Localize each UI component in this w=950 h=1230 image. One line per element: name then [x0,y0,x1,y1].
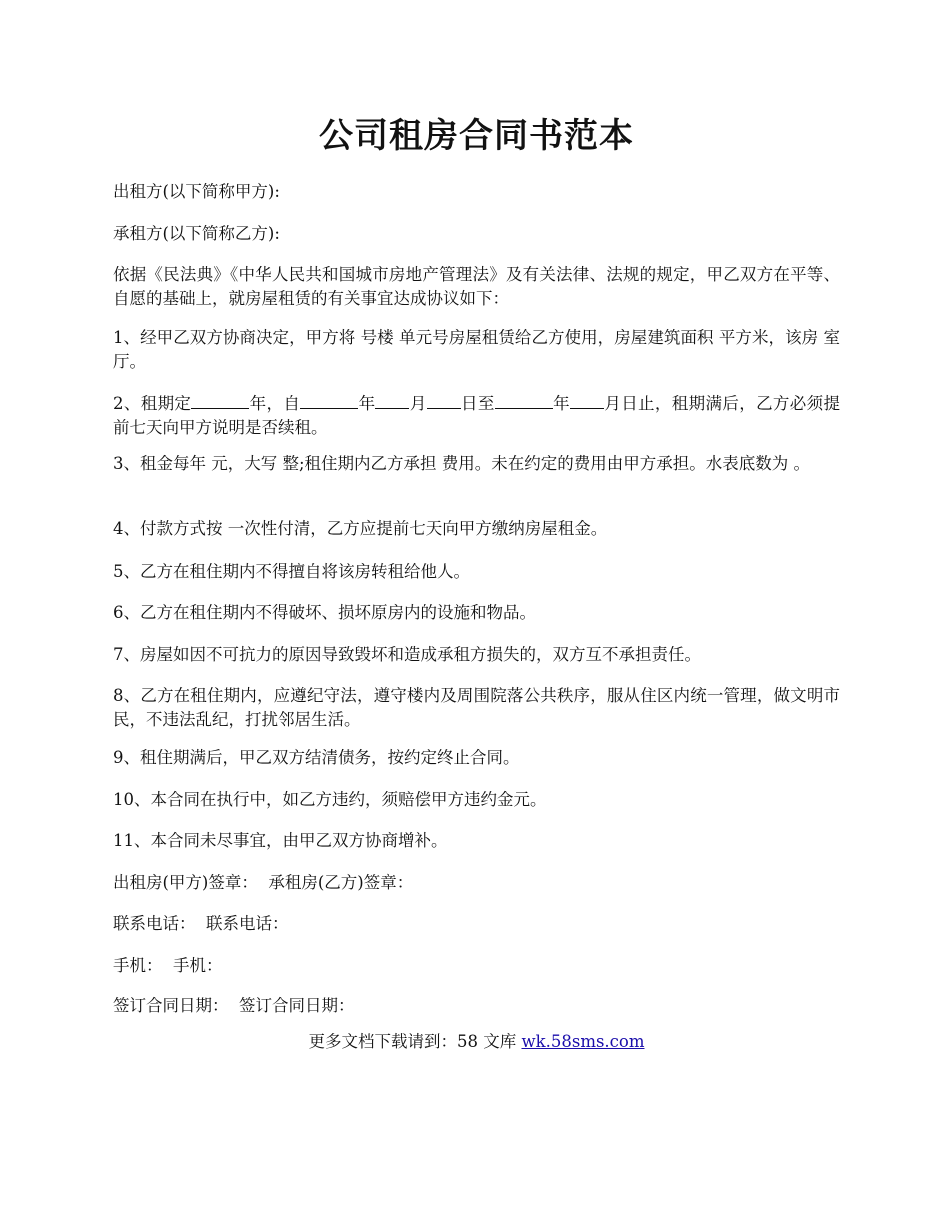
footer [113,1030,840,1054]
start-day-blank [427,390,461,409]
clause-7: 7、房屋如因不可抗力的原因导致毁坏和造成承租方损失的，双方互不承担责任。 [113,645,701,664]
end-month-blank [570,390,604,409]
footer-text: 更多文档下载请到：58 文库 [308,1032,522,1051]
lessor-line: 出租方(以下简称甲方): [113,182,280,201]
clause-2-text: 年，自 [249,394,301,413]
clause-9: 9、租住期满后，甲乙双方结清债务，按约定终止合同。 [113,748,520,767]
clause-2 [113,390,840,440]
mobile-line: 手机： 手机： [113,956,223,975]
date-line: 签订合同日期： 签订合同日期： [113,996,355,1015]
clause-2-text: 日至 [460,394,495,413]
clause-1: 1、经甲乙双方协商决定，甲方将 号楼 单元号房屋租赁给乙方使用，房屋建筑面积 平方米，该房 室 厅。 [113,328,840,371]
end-year-blank [495,390,553,409]
footer-link[interactable]: wk.58sms.com [521,1032,645,1051]
preamble-paragraph: 依据《民法典》《中华人民共和国城市房地产管理法》及有关法律、法规的规定，甲乙双方在平等、自愿的基础上，就房屋租赁的有关事宜达成协议如下： [113,265,840,308]
clause-3: 3、租金每年 元，大写 整;租住期内乙方承担 费用。未在约定的费用由甲方承担。水表底数为 。 [113,454,811,473]
clause-4: 4、付款方式按 一次性付清，乙方应提前七天向甲方缴纳房屋租金。 [113,519,608,538]
lessee-line: 承租方(以下简称乙方): [113,224,280,243]
clause-5: 5、乙方在租住期内不得擅自将该房转租给他人。 [113,562,470,581]
phone-line: 联系电话： 联系电话： [113,914,289,933]
term-years-blank [191,390,249,409]
clause-2-text: 年 [552,394,570,413]
signature-line: 出租房(甲方)签章： 承租房(乙方)签章： [113,873,414,892]
clause-2-text: 月日止，租期满后，乙方必须提前七天向甲方说明是否续租。 [113,394,840,437]
clause-10: 10、本合同在执行中，如乙方违约，须赔偿甲方违约金元。 [113,790,547,809]
start-month-blank [375,390,409,409]
clause-11: 11、本合同未尽事宜，由甲乙双方协商增补。 [113,831,448,850]
clause-2-text: 月 [409,394,427,413]
clause-2-text: 年 [358,394,376,413]
clause-6: 6、乙方在租住期内不得破坏、损坏原房内的设施和物品。 [113,603,536,622]
document-title: 公司租房合同书范本 [319,116,634,156]
start-year-blank [300,390,358,409]
clause-2-text: 2、租期定 [113,394,192,413]
clause-8: 8、乙方在租住期内，应遵纪守法，遵守楼内及周围院落公共秩序，服从住区内统一管理，做文明市民，不违法乱纪，打扰邻居生活。 [113,686,840,729]
